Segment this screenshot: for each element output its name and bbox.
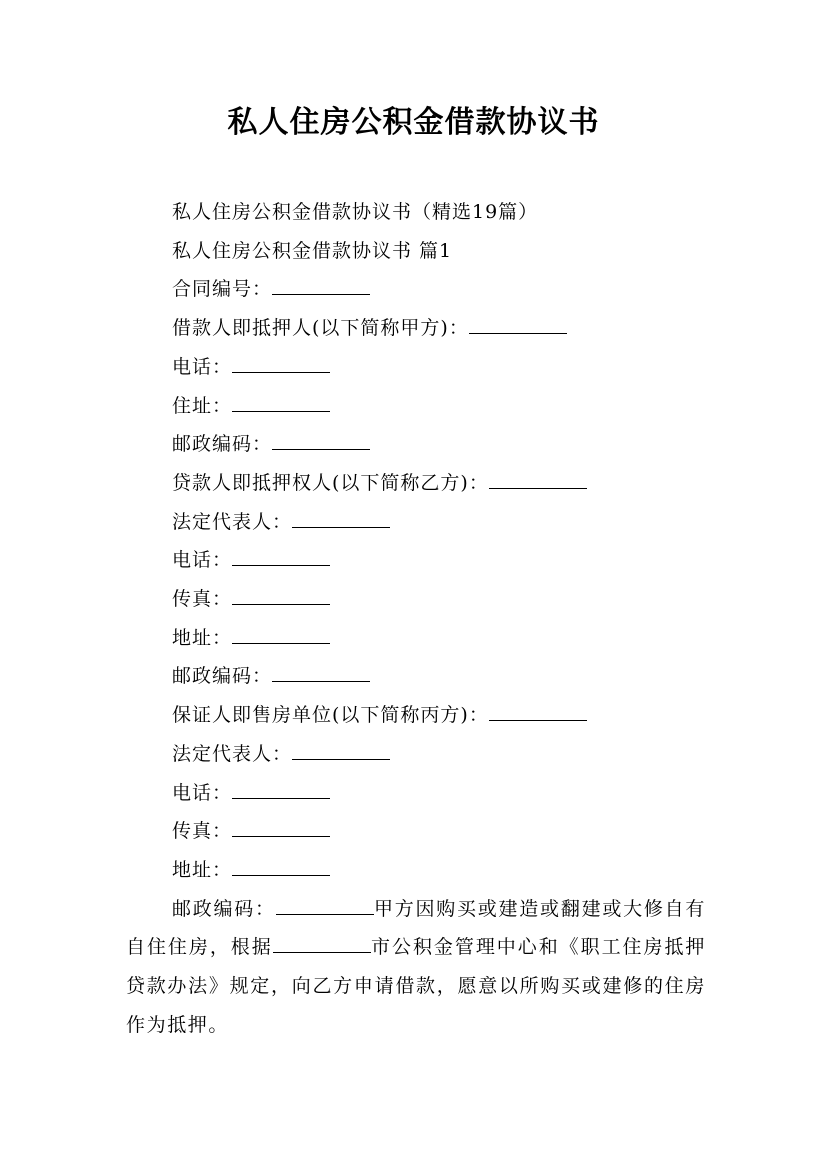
document-body [126,193,706,1044]
form-line [126,619,706,658]
form-line-label: 传真： [172,820,233,843]
fill-in-blank[interactable] [276,894,374,915]
form-line [126,464,706,503]
form-line-label: 电话： [172,549,233,572]
form-line [126,309,706,348]
form-line [126,851,706,890]
fill-in-blank[interactable] [232,352,330,373]
form-line [126,193,706,232]
fill-in-blank[interactable] [272,274,370,295]
closing-paragraph [126,890,706,1045]
form-line-label: 地址： [172,626,233,649]
fill-in-blank[interactable] [232,391,330,412]
fill-in-blank[interactable] [273,932,371,953]
form-line [126,348,706,387]
fill-in-blank[interactable] [232,855,330,876]
form-line-label: 合同编号： [172,278,273,301]
fill-in-blank[interactable] [292,739,390,760]
form-lines [126,193,706,890]
form-line-label: 邮政编码： [172,433,273,456]
form-line [126,696,706,735]
paragraph-part-2: 甲方因购买或建造或翻建或大修自有自住住房，根据 [126,897,706,959]
paragraph-part-1: 邮政编码： [172,897,276,920]
form-line-label: 电话： [172,355,233,378]
form-line [126,425,706,464]
form-line-label: 邮政编码： [172,665,273,688]
fill-in-blank[interactable] [489,468,587,489]
fill-in-blank[interactable] [232,545,330,566]
form-line [126,503,706,542]
form-line [126,387,706,426]
fill-in-blank[interactable] [489,700,587,721]
form-line-label: 地址： [172,858,233,881]
form-line-label: 住址： [172,394,233,417]
fill-in-blank[interactable] [232,584,330,605]
form-line [126,270,706,309]
fill-in-blank[interactable] [272,429,370,450]
form-line [126,657,706,696]
fill-in-blank[interactable] [292,507,390,528]
form-line [126,812,706,851]
form-line-label: 贷款人即抵押权人(以下简称乙方)： [172,471,489,494]
fill-in-blank[interactable] [469,313,567,334]
document-title: 私人住房公积金借款协议书 [227,105,600,140]
form-line-label: 法定代表人： [172,742,293,765]
form-line-label: 借款人即抵押人(以下简称甲方)： [172,317,469,340]
form-line-label: 私人住房公积金借款协议书 篇1 [172,239,453,262]
fill-in-blank[interactable] [232,778,330,799]
fill-in-blank[interactable] [232,816,330,837]
fill-in-blank[interactable] [272,662,370,683]
form-line-label: 法定代表人： [172,510,293,533]
paragraph-part-3: 市公积金管理中心和《职工住房抵押贷款办法》规定，向乙方申请借款，愿意以所购买或建修的住房作为抵押。 [126,936,706,1036]
form-line-label: 保证人即售房单位(以下简称丙方)： [172,704,489,727]
form-line-label: 私人住房公积金借款协议书（精选19篇） [172,201,539,223]
form-line [126,232,706,271]
fill-in-blank[interactable] [232,623,330,644]
form-line [126,580,706,619]
form-line-label: 电话： [172,781,233,804]
form-line [126,774,706,813]
form-line-label: 传真： [172,588,233,611]
form-line [126,541,706,580]
form-line [126,735,706,774]
